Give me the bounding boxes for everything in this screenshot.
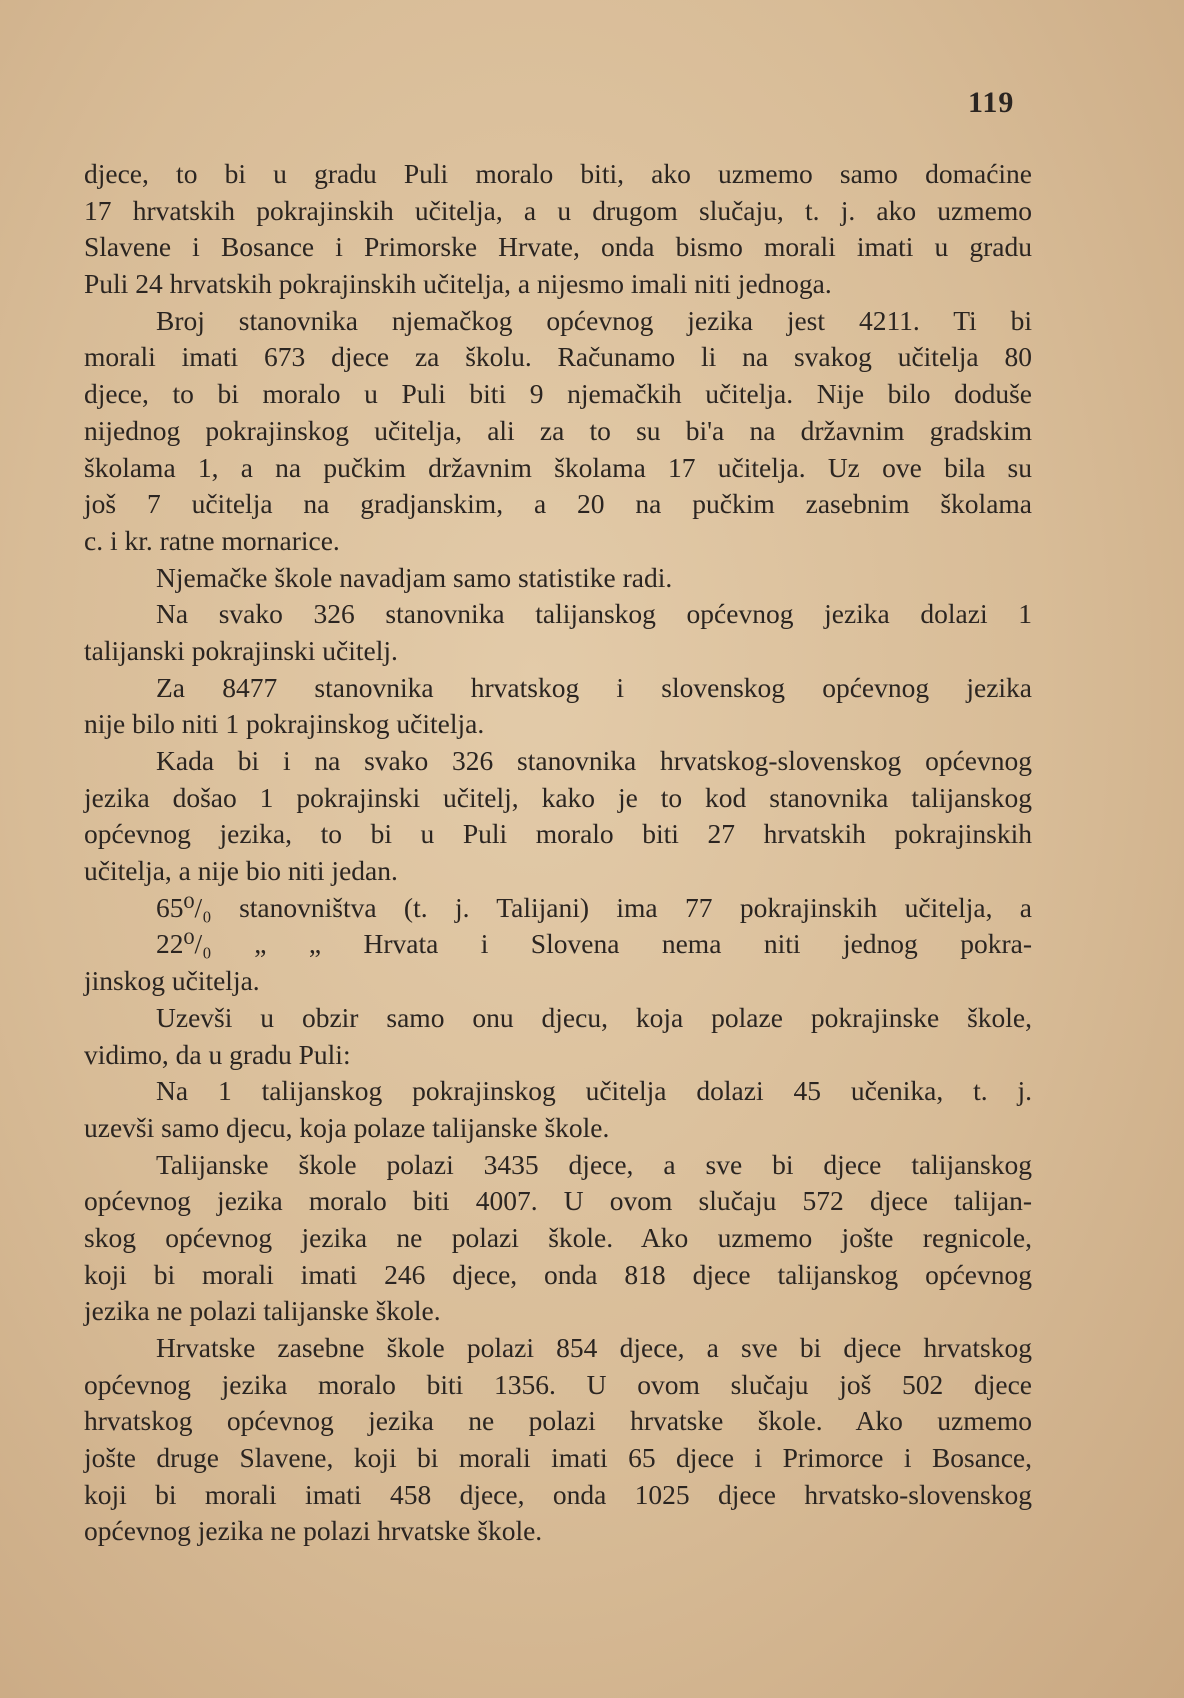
text-line: Hrvatske zasebne škole polazi 854 djece, a sve bi djece hrvatskog [156,1332,1032,1363]
text-line: općevnog jezika, to bi u Puli moralo biti 27 hrvatskih pokrajinskih [84,818,1032,850]
text-line: Na 1 talijanskog pokrajinskog učitelja dolazi 45 učenika, t. j. [156,1075,1032,1107]
text-line: koji bi morali imati 458 djece, onda 1025 djece hrvatsko-slovenskog [84,1478,1032,1510]
text-line: jinskog učitelja. [84,965,260,997]
text-line: općevnog jezika ne polazi hrvatske škole. [84,1515,543,1547]
text-line: općevnog jezika moralo biti 1356. U ovom slučaju još 502 djece [84,1368,1032,1400]
text-line: Slavene i Bosance i Primorske Hrvate, onda bismo morali imati u gradu [84,231,1032,263]
text-line: djece, to bi u gradu Puli moralo biti, ako uzmemo samo domaćine [84,158,1032,189]
text-line: djece, to bi moralo u Puli biti 9 njemačkih učitelja. Nije bilo doduše [84,378,1032,410]
text-line: morali imati 673 djece za školu. Računamo li na svakog učitelja 80 [84,341,1032,373]
text-line: c. i kr. ratne mornarice. [84,524,340,556]
text-line: još 7 učitelja na gradjanskim, a 20 na pučkim zasebnim školama [84,488,1032,520]
page-number: 119 [968,86,1015,119]
text-line: koji bi morali imati 246 djece, onda 818 djece talijanskog općevnog [84,1258,1032,1290]
text-line: Njemačke škole navadjam samo statistike radi. [156,561,673,593]
body-text [84,156,1032,1550]
text-line: vidimo, da u gradu Puli: [84,1038,351,1070]
text-line: školama 1, a na pučkim državnim školama 17 učitelja. Uz ove bila su [84,451,1032,483]
text-line: Broj stanovnika njemačkog općevnog jezika jest 4211. Ti bi [156,304,1032,336]
text-line: nijednog pokrajinskog učitelja, ali za to su bi'a na državnim gradskim [84,414,1032,446]
text-line: nije bilo niti 1 pokrajinskog učitelja. [84,708,485,740]
text-line: 65⁰/₀ stanovništva (t. j. Talijani) ima 77 pokrajinskih učitelja, a [156,891,1032,923]
text-line: talijanski pokrajinski učitelj. [84,634,398,666]
text-line: skog općevnog jezika ne polazi škole. Ako uzmemo jošte regnicole, [84,1221,1032,1253]
text-line: uzevši samo djecu, koja polaze talijanske škole. [84,1111,610,1143]
text-line: Uzevši u obzir samo onu djecu, koja polaze pokrajinske škole, [156,1001,1032,1033]
text-line: Kada bi i na svako 326 stanovnika hrvatskog-slovenskog općevnog [156,745,1032,776]
text-line: Talijanske škole polazi 3435 djece, a sve bi djece talijanskog [156,1148,1032,1180]
text-line: Puli 24 hrvatskih pokrajinskih učitelja, a nijesmo imali niti jednoga. [84,268,832,300]
text-line: hrvatskog općevnog jezika ne polazi hrvatske škole. Ako uzmemo [84,1405,1032,1437]
text-line: jošte druge Slavene, koji bi morali imati 65 djece i Primorce i Bosance, [84,1442,1032,1474]
text-line: 17 hrvatskih pokrajinskih učitelja, a u drugom slučaju, t. j. ako uzmemo [84,194,1032,226]
text-line: Na svako 326 stanovnika talijanskog općevnog jezika dolazi 1 [156,598,1032,630]
text-line: općevnog jezika moralo biti 4007. U ovom slučaju 572 djece talijan- [84,1185,1032,1217]
text-line: učitelja, a nije bio niti jedan. [84,855,398,887]
text-line: jezika ne polazi talijanske škole. [84,1295,441,1327]
text-line: Za 8477 stanovnika hrvatskog i slovenskog općevnog jezika [156,671,1032,703]
text-line: 22⁰/₀ „ „ Hrvata i Slovena nema niti jednog pokra- [156,928,1032,960]
text-line: jezika došao 1 pokrajinski učitelj, kako je to kod stanovnika talijanskog [84,781,1032,813]
